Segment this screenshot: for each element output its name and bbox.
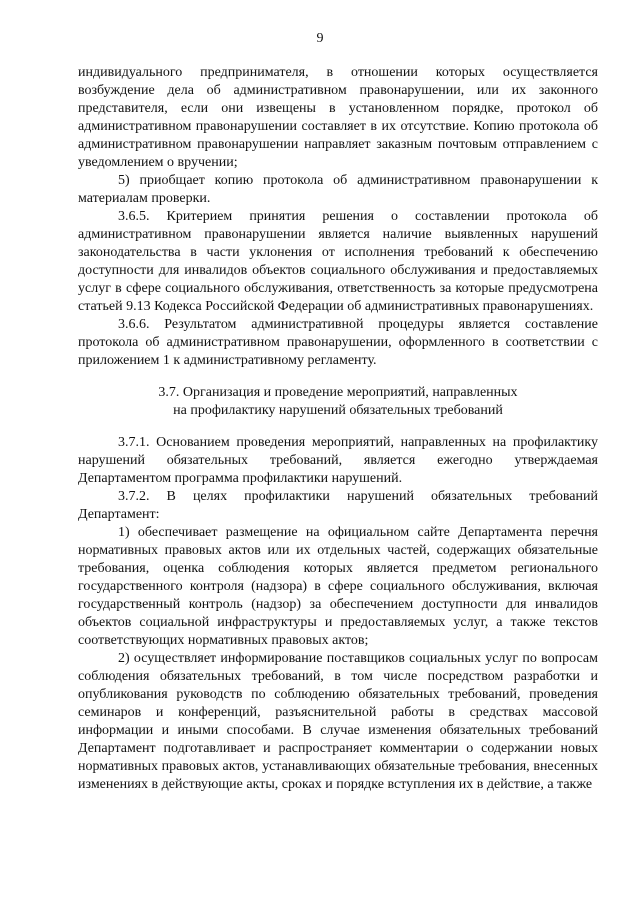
- document-body: [78, 64, 598, 794]
- paragraph-3-7-1: 3.7.1. Основанием проведения мероприятий, направленных на профилактику нарушений обязательных требований, является ежегодно утверждаемая Департаментом программа профилактики нарушений.: [78, 435, 598, 486]
- paragraph-item-5: 5) приобщает копию протокола об административном правонарушении к материалам проверки.: [78, 173, 598, 206]
- paragraph-item-1: 1) обеспечивает размещение на официальном сайте Департамента перечня нормативных правовых актов или их отдельных частей, содержащих обязательные требования, оценка соблюдения которых является предметом регионального государственного контроля (надзора) в сфере социального обслуживания, включая государственный контроль (надзор) за обеспечением доступности для инвалидов объектов социальной инфраструктуры и предоставляемых услуг, а также текстов соответствующих нормативных правовых актов;: [78, 525, 598, 648]
- section-heading-line-1: 3.7. Организация и проведение мероприятий, направленных: [158, 385, 518, 400]
- paragraph-continuation: индивидуального предпринимателя, в отношении которых осуществляется возбуждение дела об административном правонарушении, или их законного представителя, если они извещены в установленном порядке, протокол об административном правонарушении составляет в их отсутствие. Копию протокола об административном правонарушении направляет заказным почтовым отправлением с уведомлением о вручении;: [78, 65, 598, 170]
- paragraph-3-6-6: 3.6.6. Результатом административной процедуры является составление протокола об административном правонарушении, оформленного в соответствии с приложением 1 к административному регламенту.: [78, 317, 598, 368]
- section-heading: [78, 384, 598, 420]
- paragraph-item-2: 2) осуществляет информирование поставщиков социальных услуг по вопросам соблюдения обязательных требований, в том числе посредством разработки и опубликования руководств по соблюдению обязательных требований, проведения семинаров и конференций, разъяснительной работы в средствах массовой информации и иными способами. В случае изменения обязательных требований Департамент подготавливает и распространяет комментарии о содержании новых нормативных правовых актов, устанавливающих обязательные требования, внесенных изменениях в действующие акты, сроках и порядке вступления их в действие, а также: [78, 651, 598, 792]
- section-heading-line-2: на профилактику нарушений обязательных требований: [173, 403, 503, 418]
- paragraph-3-6-5: 3.6.5. Критерием принятия решения о составлении протокола об административном правонарушении является наличие выявленных нарушений законодательства в части уклонения от исполнения требований к обеспечению доступности для инвалидов объектов социального обслуживания и предоставляемых услуг в сфере социального обслуживания, ответственность за которые предусмотрена статьей 9.13 Кодекса Российской Федерации об административных правонарушениях.: [78, 209, 598, 314]
- page-number: 9: [316, 31, 324, 46]
- paragraph-3-7-2: 3.7.2. В целях профилактики нарушений обязательных требований Департамент:: [78, 489, 598, 522]
